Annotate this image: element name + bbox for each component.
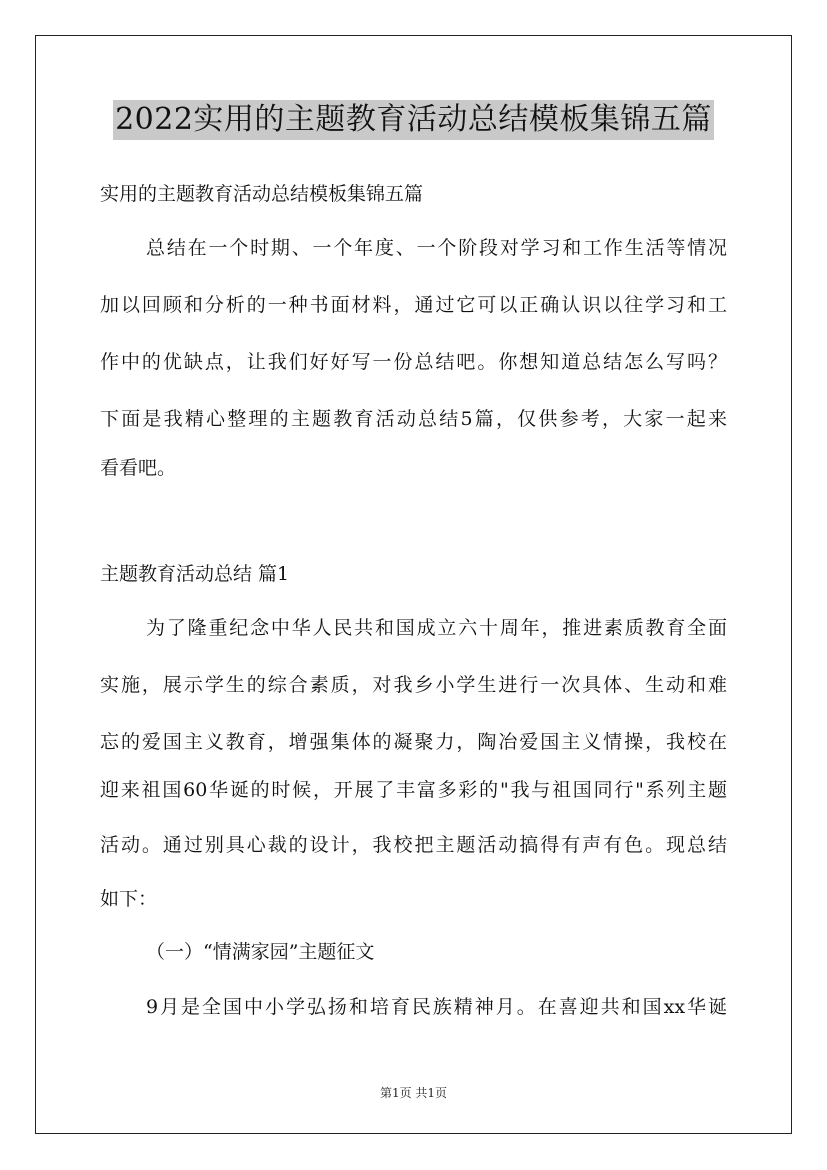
section-line-3: 忘的爱国主义教育，增强集体的凝聚力，陶冶爱国主义情操，我校在 <box>100 731 727 753</box>
page-footer: 第1页 共1页 <box>379 1086 448 1100</box>
section-line-1: 为了隆重纪念中华人民共和国成立六十周年，推进素质教育全面 <box>146 617 727 639</box>
document-subtitle: 实用的主题教育活动总结模板集锦五篇 <box>100 183 424 205</box>
title-container <box>0 100 827 140</box>
body-last-line: 9月是全国中小学弘扬和培育民族精神月。在喜迎共和国xx华诞 <box>146 996 727 1018</box>
document-title: 2022实用的主题教育活动总结模板集锦五篇 <box>113 100 714 140</box>
intro-line-4: 下面是我精心整理的主题教育活动总结5篇，仅供参考，大家一起来 <box>100 408 727 430</box>
section-line-4: 迎来祖国60华诞的时候，开展了丰富多彩的"我与祖国同行"系列主题 <box>100 779 727 801</box>
section-line-2: 实施，展示学生的综合素质，对我乡小学生进行一次具体、生动和难 <box>100 674 727 696</box>
section-line-5: 活动。通过别具心裁的设计，我校把主题活动搞得有声有色。现总结 <box>100 834 727 856</box>
section-heading: 主题教育活动总结 篇1 <box>100 563 290 585</box>
intro-line-1: 总结在一个时期、一个年度、一个阶段对学习和工作生活等情况 <box>146 237 727 259</box>
subheading: （一）“情满家园”主题征文 <box>146 941 375 963</box>
section-line-6: 如下： <box>100 888 158 910</box>
intro-line-2: 加以回顾和分析的一种书面材料，通过它可以正确认识以往学习和工 <box>100 294 727 316</box>
intro-line-3: 作中的优缺点，让我们好好写一份总结吧。你想知道总结怎么写吗？ <box>100 351 727 373</box>
intro-line-5: 看看吧。 <box>100 457 177 479</box>
